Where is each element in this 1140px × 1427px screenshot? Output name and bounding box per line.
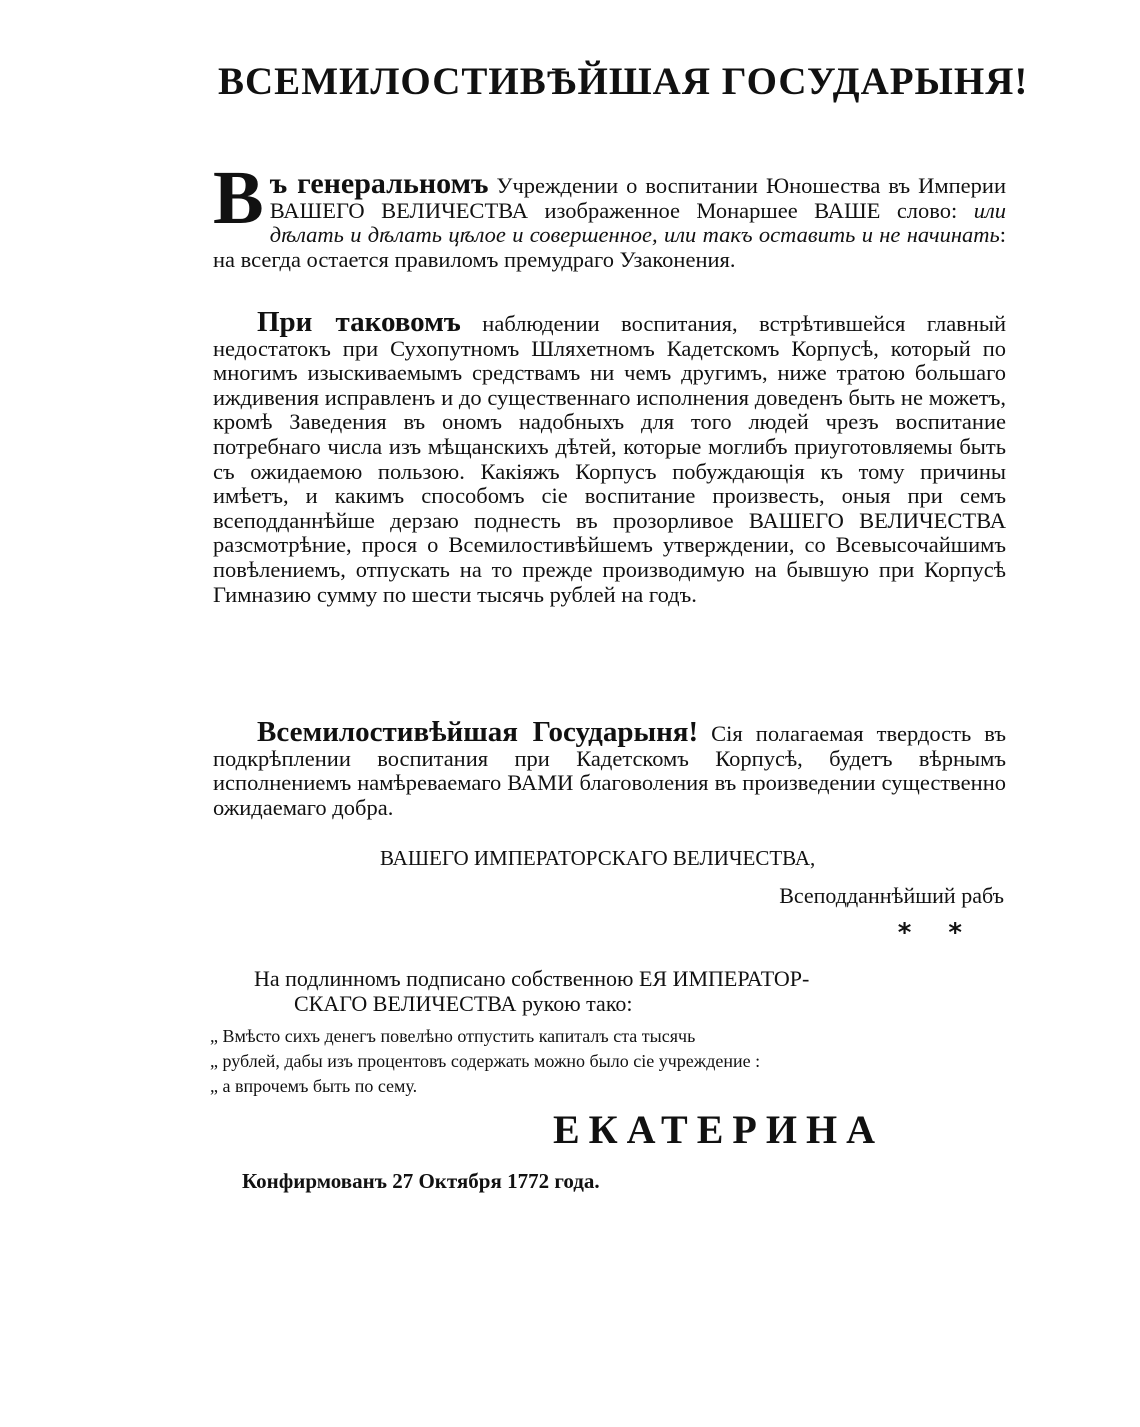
drop-cap: В	[213, 156, 264, 240]
paragraph-2-text: наблюдении воспитания, встрѣтившейся главный недостатокъ при Сухопутномъ Шляхетномъ Кадетскомъ Корпусѣ, который по многимъ изыскиваемымъ средствамъ ни чемъ другимъ, ниже тратою большаго иждивения исправленъ и до существеннаго исполнения доведенъ быть не можетъ, кромѣ Заведения въ ономъ надобныхъ для того людей чрезъ воспитание потребнаго числа изъ мѣщанскихъ дѣтей, которые моглибъ приуготовляемы быть съ ожидаемою пользою. Какiяжъ Корпусъ побуждающiя къ тому причины имѣетъ, и какимъ способомъ сiе воспитание произвесть, оныя при семъ всеподданнѣйше дерзаю поднесть въ прозорливое ВАШЕГО ВЕЛИЧЕСТВА разсмотрѣние, прося о Всемилостивѣйшемъ утверждении, со Всевысочайшимъ повѣлениемъ, отпускать на то прежде производимую на бывшую при Корпусѣ Гимназию сумму по шести тысячь рублей на годъ.	[213, 311, 1007, 607]
note-line-1: На подлинномъ подписано собственною ЕЯ ИМПЕРАТОР-	[254, 966, 810, 991]
quote-line-1: „ Вмѣсто сихъ денегъ повелѣно отпустить капиталъ ста тысячь	[210, 1026, 696, 1046]
paragraph-2	[213, 306, 1007, 607]
paragraph-1-lead: ъ генеральномъ	[269, 167, 489, 200]
annotation-note	[254, 966, 1004, 1016]
empress-resolution	[210, 1024, 1006, 1099]
confirmation-date: Конфирмованъ 27 Октября 1772 года.	[242, 1169, 600, 1193]
note-line-2: СКАГО ВЕЛИЧЕСТВА рукою тако:	[294, 991, 633, 1016]
paragraph-1	[213, 156, 1006, 272]
address-heading: ВСЕМИЛОСТИВѢЙШАЯ ГОСУДАРЫНЯ!	[218, 60, 1029, 103]
paragraph-3-text: Сiя полагаемая твердость въ подкрѣплении воспитания при Кадетскомъ Корпусѣ, будетъ вѣрнымъ исполнениемъ намѣреваемаго ВАМИ благоволения въ произведении существенно ожидаемаго добра.	[213, 721, 1006, 820]
paragraph-1-text-b: : на всегда остается правиломъ премудраго Узаконения.	[213, 222, 1006, 272]
signer-line: Всеподданнѣйший рабъ	[779, 883, 1004, 908]
paragraph-1-text-a: Учреждении о воспитании Юношества въ Империи ВАШЕГО ВЕЛИЧЕСТВА изображенное Монаршее ВАШЕ слово:	[269, 173, 1006, 223]
closing-title: ВАШЕГО ИМПЕРАТОРСКАГО ВЕЛИЧЕСТВА,	[380, 846, 816, 870]
paragraph-2-lead: При таковомъ	[257, 306, 461, 338]
quote-line-3: „ а впрочемъ быть по сему.	[210, 1076, 418, 1096]
paragraph-3	[213, 716, 1006, 820]
quote-line-2: „ рублей, дабы изъ процентовъ содержать можно было сiе учреждение :	[210, 1051, 761, 1071]
monarch-quote: или дѣлать и дѣлать цѣлое и совершенное, или такъ оставить и не начинать	[269, 197, 1006, 248]
asterisks: * *	[897, 918, 976, 948]
paragraph-3-lead: Всемилостивѣйшая Государыня!	[257, 716, 699, 748]
signature: ЕКАТЕРИНА	[553, 1107, 884, 1152]
